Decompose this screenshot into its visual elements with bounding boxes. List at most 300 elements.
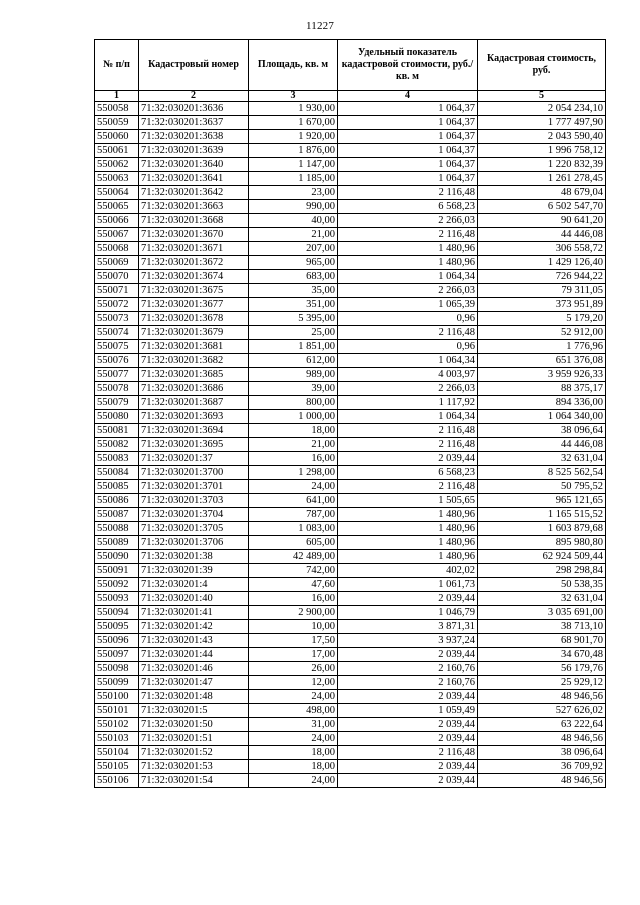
cost-value: 56 179,76 — [478, 662, 606, 676]
table-row — [95, 424, 606, 438]
area-value: 18,00 — [249, 760, 338, 774]
rate-value: 1 064,37 — [338, 116, 478, 130]
table-row — [95, 718, 606, 732]
rate-value: 2 266,03 — [338, 214, 478, 228]
rate-value: 2 039,44 — [338, 592, 478, 606]
table-row — [95, 158, 606, 172]
table-row — [95, 662, 606, 676]
row-number: 550094 — [95, 606, 139, 620]
area-value: 18,00 — [249, 424, 338, 438]
cadastral-number: 71:32:030201:3671 — [139, 242, 249, 256]
rate-value: 1 061,73 — [338, 578, 478, 592]
area-value: 17,50 — [249, 634, 338, 648]
column-number: 5 — [478, 91, 606, 102]
cadastral-number: 71:32:030201:5 — [139, 704, 249, 718]
cadastral-number: 71:32:030201:4 — [139, 578, 249, 592]
area-value: 35,00 — [249, 284, 338, 298]
cost-value: 48 679,04 — [478, 186, 606, 200]
cadastral-number: 71:32:030201:3682 — [139, 354, 249, 368]
rate-value: 1 064,37 — [338, 144, 478, 158]
cost-value: 36 709,92 — [478, 760, 606, 774]
table-row — [95, 760, 606, 774]
cadastral-number: 71:32:030201:3670 — [139, 228, 249, 242]
cost-value: 50 795,52 — [478, 480, 606, 494]
cadastral-number: 71:32:030201:3701 — [139, 480, 249, 494]
table-row — [95, 214, 606, 228]
area-value: 5 395,00 — [249, 312, 338, 326]
cost-value: 1 429 126,40 — [478, 256, 606, 270]
rate-value: 2 116,48 — [338, 480, 478, 494]
row-number: 550103 — [95, 732, 139, 746]
table-row — [95, 340, 606, 354]
table-row — [95, 480, 606, 494]
cost-value: 726 944,22 — [478, 270, 606, 284]
cadastral-number: 71:32:030201:3679 — [139, 326, 249, 340]
row-number: 550070 — [95, 270, 139, 284]
area-value: 1 147,00 — [249, 158, 338, 172]
header-num: № п/п — [95, 40, 139, 91]
column-number: 2 — [139, 91, 249, 102]
cost-value: 298 298,84 — [478, 564, 606, 578]
cadastral-number: 71:32:030201:53 — [139, 760, 249, 774]
area-value: 1 851,00 — [249, 340, 338, 354]
area-value: 683,00 — [249, 270, 338, 284]
table-row — [95, 774, 606, 788]
column-number: 3 — [249, 91, 338, 102]
area-value: 16,00 — [249, 452, 338, 466]
cost-value: 68 901,70 — [478, 634, 606, 648]
row-number: 550078 — [95, 382, 139, 396]
table-row — [95, 648, 606, 662]
cost-value: 5 179,20 — [478, 312, 606, 326]
table-row — [95, 564, 606, 578]
row-number: 550105 — [95, 760, 139, 774]
row-number: 550063 — [95, 172, 139, 186]
cost-value: 48 946,56 — [478, 732, 606, 746]
cost-value: 44 446,08 — [478, 228, 606, 242]
table-row — [95, 690, 606, 704]
row-number: 550082 — [95, 438, 139, 452]
cadastral-number: 71:32:030201:3706 — [139, 536, 249, 550]
rate-value: 2 116,48 — [338, 326, 478, 340]
rate-value: 2 039,44 — [338, 774, 478, 788]
cost-value: 1 064 340,00 — [478, 410, 606, 424]
row-number: 550075 — [95, 340, 139, 354]
area-value: 989,00 — [249, 368, 338, 382]
cost-value: 373 951,89 — [478, 298, 606, 312]
cadastral-number: 71:32:030201:3704 — [139, 508, 249, 522]
cost-value: 38 096,64 — [478, 746, 606, 760]
cadastral-number: 71:32:030201:3636 — [139, 102, 249, 116]
cost-value: 88 375,17 — [478, 382, 606, 396]
cadastral-number: 71:32:030201:3687 — [139, 396, 249, 410]
row-number: 550083 — [95, 452, 139, 466]
table-row — [95, 270, 606, 284]
rate-value: 0,96 — [338, 312, 478, 326]
cost-value: 2 043 590,40 — [478, 130, 606, 144]
cost-value: 1 996 758,12 — [478, 144, 606, 158]
area-value: 1 876,00 — [249, 144, 338, 158]
cadastral-number: 71:32:030201:51 — [139, 732, 249, 746]
table-row — [95, 354, 606, 368]
cadastral-number: 71:32:030201:37 — [139, 452, 249, 466]
cadastral-number: 71:32:030201:3694 — [139, 424, 249, 438]
cadastral-number: 71:32:030201:47 — [139, 676, 249, 690]
cadastral-number: 71:32:030201:3678 — [139, 312, 249, 326]
area-value: 1 920,00 — [249, 130, 338, 144]
rate-value: 1 480,96 — [338, 508, 478, 522]
cadastral-number: 71:32:030201:3700 — [139, 466, 249, 480]
cost-value: 38 713,10 — [478, 620, 606, 634]
row-number: 550081 — [95, 424, 139, 438]
table-row — [95, 578, 606, 592]
cost-value: 90 641,20 — [478, 214, 606, 228]
table-row — [95, 550, 606, 564]
cadastral-value-table — [94, 39, 606, 788]
area-value: 31,00 — [249, 718, 338, 732]
table-row — [95, 172, 606, 186]
table-row — [95, 676, 606, 690]
rate-value: 2 039,44 — [338, 690, 478, 704]
area-value: 1 930,00 — [249, 102, 338, 116]
cadastral-number: 71:32:030201:3668 — [139, 214, 249, 228]
cost-value: 8 525 562,54 — [478, 466, 606, 480]
rate-value: 2 116,48 — [338, 746, 478, 760]
cost-value: 306 558,72 — [478, 242, 606, 256]
table-row — [95, 200, 606, 214]
cost-value: 50 538,35 — [478, 578, 606, 592]
rate-value: 1 059,49 — [338, 704, 478, 718]
row-number: 550101 — [95, 704, 139, 718]
area-value: 641,00 — [249, 494, 338, 508]
area-value: 40,00 — [249, 214, 338, 228]
cadastral-number: 71:32:030201:3637 — [139, 116, 249, 130]
rate-value: 2 116,48 — [338, 186, 478, 200]
row-number: 550088 — [95, 522, 139, 536]
table-row — [95, 242, 606, 256]
cost-value: 63 222,64 — [478, 718, 606, 732]
area-value: 2 900,00 — [249, 606, 338, 620]
rate-value: 2 116,48 — [338, 438, 478, 452]
rate-value: 0,96 — [338, 340, 478, 354]
area-value: 965,00 — [249, 256, 338, 270]
rate-value: 1 480,96 — [338, 550, 478, 564]
column-number: 4 — [338, 91, 478, 102]
cost-value: 1 165 515,52 — [478, 508, 606, 522]
cost-value: 6 502 547,70 — [478, 200, 606, 214]
rate-value: 3 871,31 — [338, 620, 478, 634]
table-row — [95, 452, 606, 466]
cadastral-number: 71:32:030201:40 — [139, 592, 249, 606]
row-number: 550071 — [95, 284, 139, 298]
table-row — [95, 620, 606, 634]
rate-value: 1 064,34 — [338, 270, 478, 284]
table-row — [95, 368, 606, 382]
table-row — [95, 312, 606, 326]
row-number: 550093 — [95, 592, 139, 606]
table-header-row — [95, 40, 606, 91]
cost-value: 44 446,08 — [478, 438, 606, 452]
row-number: 550060 — [95, 130, 139, 144]
cadastral-number: 71:32:030201:38 — [139, 550, 249, 564]
area-value: 787,00 — [249, 508, 338, 522]
cost-value: 48 946,56 — [478, 774, 606, 788]
area-value: 742,00 — [249, 564, 338, 578]
table-row — [95, 284, 606, 298]
rate-value: 2 116,48 — [338, 228, 478, 242]
area-value: 10,00 — [249, 620, 338, 634]
area-value: 605,00 — [249, 536, 338, 550]
table-row — [95, 228, 606, 242]
row-number: 550095 — [95, 620, 139, 634]
table-row — [95, 494, 606, 508]
table-row — [95, 326, 606, 340]
cadastral-number: 71:32:030201:3638 — [139, 130, 249, 144]
row-number: 550062 — [95, 158, 139, 172]
rate-value: 1 064,37 — [338, 158, 478, 172]
rate-value: 1 064,37 — [338, 130, 478, 144]
cost-value: 3 959 926,33 — [478, 368, 606, 382]
table-row — [95, 704, 606, 718]
row-number: 550106 — [95, 774, 139, 788]
cost-value: 48 946,56 — [478, 690, 606, 704]
header-area: Площадь, кв. м — [249, 40, 338, 91]
cadastral-number: 71:32:030201:3639 — [139, 144, 249, 158]
area-value: 24,00 — [249, 690, 338, 704]
cost-value: 32 631,04 — [478, 452, 606, 466]
row-number: 550069 — [95, 256, 139, 270]
table-row — [95, 732, 606, 746]
rate-value: 1 064,34 — [338, 354, 478, 368]
table-row — [95, 396, 606, 410]
rate-value: 1 064,34 — [338, 410, 478, 424]
row-number: 550080 — [95, 410, 139, 424]
cost-value: 3 035 691,00 — [478, 606, 606, 620]
cost-value: 79 311,05 — [478, 284, 606, 298]
area-value: 17,00 — [249, 648, 338, 662]
rate-value: 2 160,76 — [338, 662, 478, 676]
cost-value: 1 261 278,45 — [478, 172, 606, 186]
cost-value: 894 336,00 — [478, 396, 606, 410]
row-number: 550087 — [95, 508, 139, 522]
row-number: 550066 — [95, 214, 139, 228]
table-row — [95, 634, 606, 648]
area-value: 26,00 — [249, 662, 338, 676]
cadastral-number: 71:32:030201:3663 — [139, 200, 249, 214]
cadastral-number: 71:32:030201:3675 — [139, 284, 249, 298]
row-number: 550090 — [95, 550, 139, 564]
rate-value: 1 046,79 — [338, 606, 478, 620]
table-row — [95, 116, 606, 130]
rate-value: 1 480,96 — [338, 536, 478, 550]
cadastral-number: 71:32:030201:3641 — [139, 172, 249, 186]
row-number: 550068 — [95, 242, 139, 256]
rate-value: 1 505,65 — [338, 494, 478, 508]
rate-value: 1 064,37 — [338, 102, 478, 116]
cadastral-number: 71:32:030201:3703 — [139, 494, 249, 508]
header-cost: Кадастровая стоимость, руб. — [478, 40, 606, 91]
rate-value: 4 003,97 — [338, 368, 478, 382]
table-row — [95, 130, 606, 144]
row-number: 550065 — [95, 200, 139, 214]
row-number: 550059 — [95, 116, 139, 130]
row-number: 550085 — [95, 480, 139, 494]
area-value: 612,00 — [249, 354, 338, 368]
cost-value: 965 121,65 — [478, 494, 606, 508]
area-value: 39,00 — [249, 382, 338, 396]
row-number: 550058 — [95, 102, 139, 116]
cost-value: 1 777 497,90 — [478, 116, 606, 130]
cost-value: 25 929,12 — [478, 676, 606, 690]
cadastral-number: 71:32:030201:42 — [139, 620, 249, 634]
area-value: 1 298,00 — [249, 466, 338, 480]
row-number: 550076 — [95, 354, 139, 368]
area-value: 990,00 — [249, 200, 338, 214]
row-number: 550084 — [95, 466, 139, 480]
cadastral-number: 71:32:030201:3640 — [139, 158, 249, 172]
table-row — [95, 438, 606, 452]
area-value: 1 185,00 — [249, 172, 338, 186]
cost-value: 62 924 509,44 — [478, 550, 606, 564]
cost-value: 52 912,00 — [478, 326, 606, 340]
row-number: 550067 — [95, 228, 139, 242]
cost-value: 32 631,04 — [478, 592, 606, 606]
row-number: 550079 — [95, 396, 139, 410]
row-number: 550072 — [95, 298, 139, 312]
row-number: 550102 — [95, 718, 139, 732]
cost-value: 2 054 234,10 — [478, 102, 606, 116]
area-value: 42 489,00 — [249, 550, 338, 564]
rate-value: 402,02 — [338, 564, 478, 578]
table-row — [95, 186, 606, 200]
row-number: 550089 — [95, 536, 139, 550]
area-value: 1 000,00 — [249, 410, 338, 424]
cost-value: 1 220 832,39 — [478, 158, 606, 172]
row-number: 550091 — [95, 564, 139, 578]
cost-value: 34 670,48 — [478, 648, 606, 662]
rate-value: 1 117,92 — [338, 396, 478, 410]
table-row — [95, 410, 606, 424]
table-row — [95, 102, 606, 116]
cadastral-number: 71:32:030201:44 — [139, 648, 249, 662]
row-number: 550100 — [95, 690, 139, 704]
cadastral-number: 71:32:030201:52 — [139, 746, 249, 760]
area-value: 16,00 — [249, 592, 338, 606]
row-number: 550104 — [95, 746, 139, 760]
cadastral-number: 71:32:030201:48 — [139, 690, 249, 704]
cost-value: 527 626,02 — [478, 704, 606, 718]
table-row — [95, 536, 606, 550]
cadastral-number: 71:32:030201:3674 — [139, 270, 249, 284]
cost-value: 651 376,08 — [478, 354, 606, 368]
area-value: 498,00 — [249, 704, 338, 718]
table-row — [95, 522, 606, 536]
area-value: 12,00 — [249, 676, 338, 690]
cadastral-number: 71:32:030201:3693 — [139, 410, 249, 424]
header-rate: Удельный показатель кадастровой стоимости, руб./кв. м — [338, 40, 478, 91]
area-value: 18,00 — [249, 746, 338, 760]
row-number: 550098 — [95, 662, 139, 676]
cost-value: 38 096,64 — [478, 424, 606, 438]
table-row — [95, 466, 606, 480]
table-row — [95, 746, 606, 760]
rate-value: 6 568,23 — [338, 200, 478, 214]
rate-value: 3 937,24 — [338, 634, 478, 648]
rate-value: 2 266,03 — [338, 284, 478, 298]
table-row — [95, 256, 606, 270]
rate-value: 2 039,44 — [338, 732, 478, 746]
page-number: 11227 — [305, 20, 335, 32]
row-number: 550073 — [95, 312, 139, 326]
header-cadastral-number: Кадастровый номер — [139, 40, 249, 91]
area-value: 21,00 — [249, 438, 338, 452]
rate-value: 2 039,44 — [338, 760, 478, 774]
cadastral-number: 71:32:030201:46 — [139, 662, 249, 676]
rate-value: 2 039,44 — [338, 452, 478, 466]
table-body — [95, 102, 606, 788]
rate-value: 6 568,23 — [338, 466, 478, 480]
table-row — [95, 592, 606, 606]
area-value: 24,00 — [249, 774, 338, 788]
area-value: 23,00 — [249, 186, 338, 200]
table-row — [95, 298, 606, 312]
rate-value: 2 039,44 — [338, 648, 478, 662]
row-number: 550064 — [95, 186, 139, 200]
cadastral-number: 71:32:030201:41 — [139, 606, 249, 620]
cadastral-number: 71:32:030201:43 — [139, 634, 249, 648]
table-row — [95, 606, 606, 620]
area-value: 25,00 — [249, 326, 338, 340]
cadastral-number: 71:32:030201:50 — [139, 718, 249, 732]
row-number: 550074 — [95, 326, 139, 340]
rate-value: 2 160,76 — [338, 676, 478, 690]
area-value: 1 670,00 — [249, 116, 338, 130]
cadastral-number: 71:32:030201:3705 — [139, 522, 249, 536]
cadastral-number: 71:32:030201:3686 — [139, 382, 249, 396]
row-number: 550096 — [95, 634, 139, 648]
column-number: 1 — [95, 91, 139, 102]
rate-value: 2 039,44 — [338, 718, 478, 732]
area-value: 21,00 — [249, 228, 338, 242]
row-number: 550086 — [95, 494, 139, 508]
rate-value: 1 480,96 — [338, 522, 478, 536]
rate-value: 2 266,03 — [338, 382, 478, 396]
column-number-row — [95, 91, 606, 102]
area-value: 207,00 — [249, 242, 338, 256]
rate-value: 1 065,39 — [338, 298, 478, 312]
cost-value: 895 980,80 — [478, 536, 606, 550]
area-value: 47,60 — [249, 578, 338, 592]
rate-value: 1 064,37 — [338, 172, 478, 186]
area-value: 24,00 — [249, 732, 338, 746]
rate-value: 2 116,48 — [338, 424, 478, 438]
cadastral-number: 71:32:030201:3685 — [139, 368, 249, 382]
area-value: 24,00 — [249, 480, 338, 494]
rate-value: 1 480,96 — [338, 256, 478, 270]
cadastral-number: 71:32:030201:3695 — [139, 438, 249, 452]
rate-value: 1 480,96 — [338, 242, 478, 256]
table-row — [95, 508, 606, 522]
area-value: 800,00 — [249, 396, 338, 410]
row-number: 550092 — [95, 578, 139, 592]
cadastral-number: 71:32:030201:39 — [139, 564, 249, 578]
row-number: 550077 — [95, 368, 139, 382]
row-number: 550099 — [95, 676, 139, 690]
cost-value: 1 776,96 — [478, 340, 606, 354]
area-value: 1 083,00 — [249, 522, 338, 536]
cadastral-number: 71:32:030201:3672 — [139, 256, 249, 270]
row-number: 550097 — [95, 648, 139, 662]
